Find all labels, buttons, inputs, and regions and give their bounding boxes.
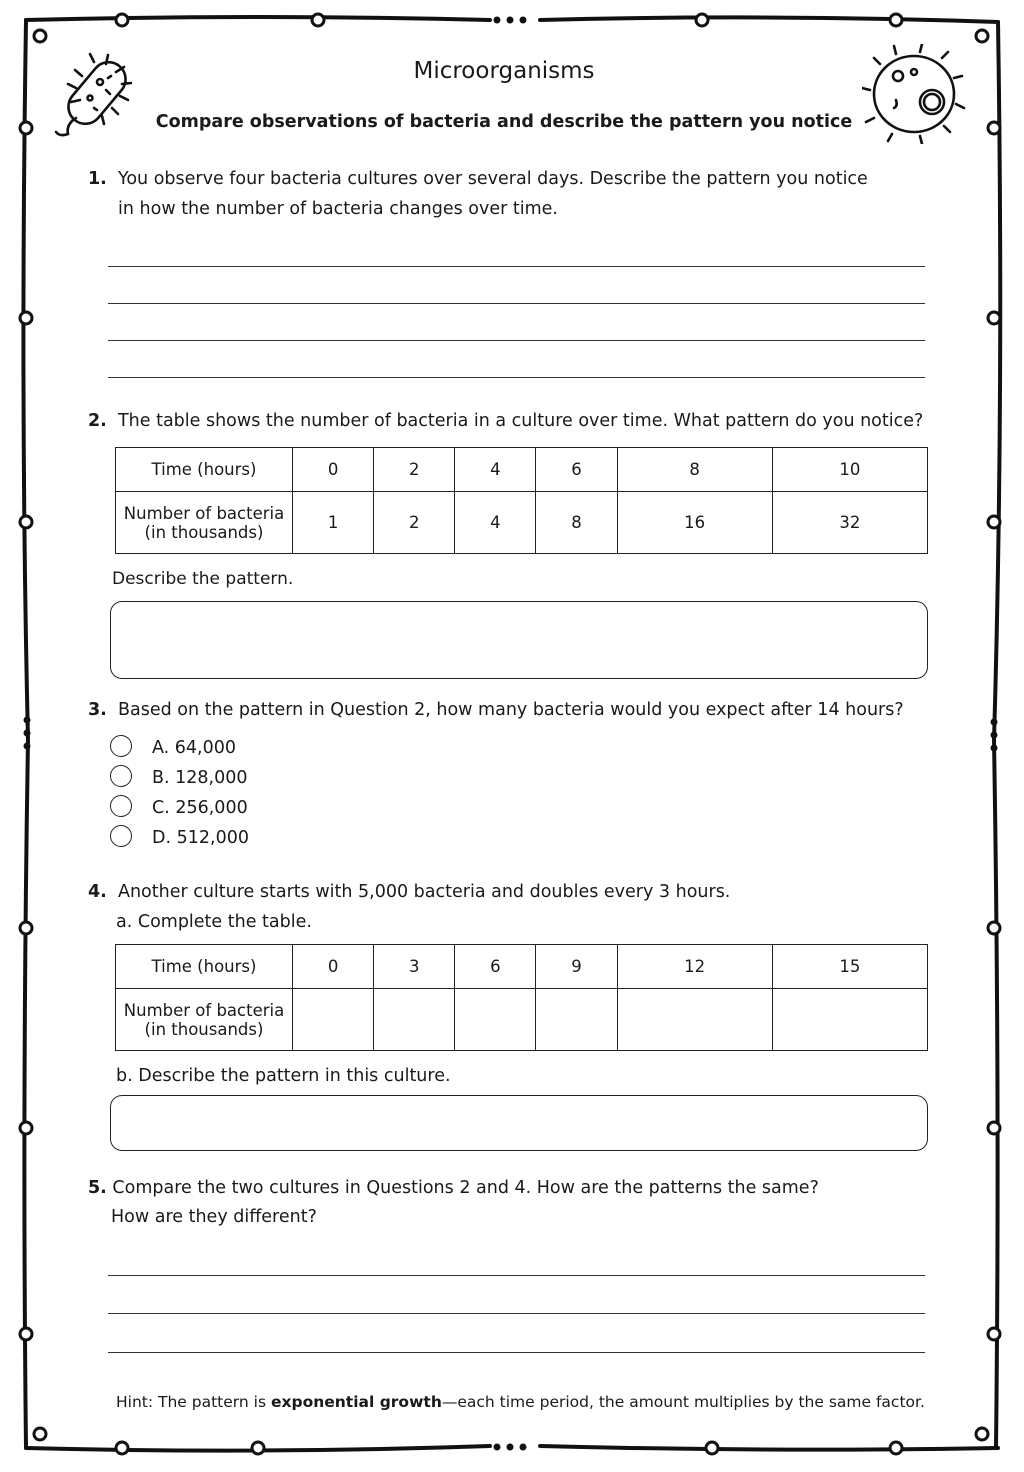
question-1 xyxy=(88,164,868,194)
table-cell: 10 xyxy=(772,448,927,492)
option-c[interactable] xyxy=(110,793,249,823)
table-input-cell[interactable] xyxy=(293,989,374,1051)
table-cell: 32 xyxy=(772,492,927,554)
answer-line[interactable] xyxy=(108,377,925,378)
question-text: The table shows the number of bacteria in a culture over time. What pattern do you notice? xyxy=(117,411,924,431)
table-cell: 6 xyxy=(455,945,536,989)
option-a[interactable] xyxy=(110,733,249,763)
header-line: Number of bacteria xyxy=(123,503,285,523)
option-label: D. 512,000 xyxy=(152,828,249,848)
page-subtitle: Compare observations of bacteria and describe the pattern you notice xyxy=(155,112,853,132)
question-number: 2. xyxy=(88,411,107,431)
table-input-cell[interactable] xyxy=(772,989,927,1051)
table-cell: 16 xyxy=(617,492,772,554)
radio-circle-icon[interactable] xyxy=(110,825,132,847)
table-input-cell[interactable] xyxy=(536,989,617,1051)
header-line: (in thousands) xyxy=(144,1019,264,1039)
question-5-continued: How are they different? xyxy=(111,1207,317,1227)
table-row-header xyxy=(116,492,293,554)
answer-line[interactable] xyxy=(108,303,925,304)
radio-circle-icon[interactable] xyxy=(110,765,132,787)
table-cell: 9 xyxy=(536,945,617,989)
header-line: (in thousands) xyxy=(144,522,264,542)
hint-suffix: —each time period, the amount multiplies by the same factor. xyxy=(441,1393,925,1411)
table-cell: 8 xyxy=(617,448,772,492)
question-5 xyxy=(88,1173,819,1203)
table-cell: 0 xyxy=(293,448,374,492)
describe-prompt: Describe the pattern. xyxy=(112,569,294,589)
question-text: Compare the two cultures in Questions 2 and 4. How are the patterns the same? xyxy=(112,1178,819,1198)
table-cell: 4 xyxy=(455,492,536,554)
table-row-header xyxy=(116,989,293,1051)
table-cell: 15 xyxy=(772,945,927,989)
question-text: Another culture starts with 5,000 bacteria and doubles every 3 hours. xyxy=(117,882,731,902)
question-4 xyxy=(88,877,730,907)
option-d[interactable] xyxy=(110,823,249,853)
bacteria-table-q2 xyxy=(115,447,928,554)
answer-line[interactable] xyxy=(108,266,925,267)
answer-line[interactable] xyxy=(108,1352,925,1353)
question-4-part-a: a. Complete the table. xyxy=(116,912,312,932)
table-input-cell[interactable] xyxy=(455,989,536,1051)
table-cell: 8 xyxy=(536,492,617,554)
option-label: B. 128,000 xyxy=(152,768,248,788)
option-label: C. 256,000 xyxy=(152,798,248,818)
answer-line[interactable] xyxy=(108,340,925,341)
hint-keyword: exponential growth xyxy=(270,1393,442,1411)
question-2 xyxy=(88,406,923,436)
answer-box[interactable] xyxy=(110,1095,928,1151)
answer-options xyxy=(110,733,249,853)
table-cell: 3 xyxy=(374,945,455,989)
table-cell: 1 xyxy=(293,492,374,554)
table-input-cell[interactable] xyxy=(374,989,455,1051)
table-row-header: Time (hours) xyxy=(116,448,293,492)
question-1-continued: in how the number of bacteria changes over time. xyxy=(118,199,558,219)
table-row-header: Time (hours) xyxy=(116,945,293,989)
table-cell: 0 xyxy=(293,945,374,989)
question-number: 3. xyxy=(88,700,107,720)
answer-line[interactable] xyxy=(108,1313,925,1314)
page-title: Microorganisms xyxy=(413,58,595,84)
question-number: 1. xyxy=(88,169,107,189)
question-3 xyxy=(88,695,904,725)
table-cell: 2 xyxy=(374,492,455,554)
header-line: Number of bacteria xyxy=(123,1000,285,1020)
table-cell: 12 xyxy=(617,945,772,989)
table-cell: 6 xyxy=(536,448,617,492)
radio-circle-icon[interactable] xyxy=(110,735,132,757)
table-input-cell[interactable] xyxy=(617,989,772,1051)
hint-prefix: Hint: The pattern is xyxy=(116,1393,271,1411)
answer-line[interactable] xyxy=(108,1275,925,1276)
question-4-part-b: b. Describe the pattern in this culture. xyxy=(116,1066,451,1086)
question-number: 5. xyxy=(88,1178,107,1198)
answer-box[interactable] xyxy=(110,601,928,679)
table-cell: 4 xyxy=(455,448,536,492)
question-text: Based on the pattern in Question 2, how many bacteria would you expect after 14 hours? xyxy=(117,700,904,720)
option-b[interactable] xyxy=(110,763,249,793)
question-text: You observe four bacteria cultures over several days. Describe the pattern you notice xyxy=(117,169,868,189)
question-number: 4. xyxy=(88,882,107,902)
option-label: A. 64,000 xyxy=(152,738,237,758)
bacteria-table-q4 xyxy=(115,944,928,1051)
hint-text xyxy=(116,1393,925,1411)
table-cell: 2 xyxy=(374,448,455,492)
radio-circle-icon[interactable] xyxy=(110,795,132,817)
